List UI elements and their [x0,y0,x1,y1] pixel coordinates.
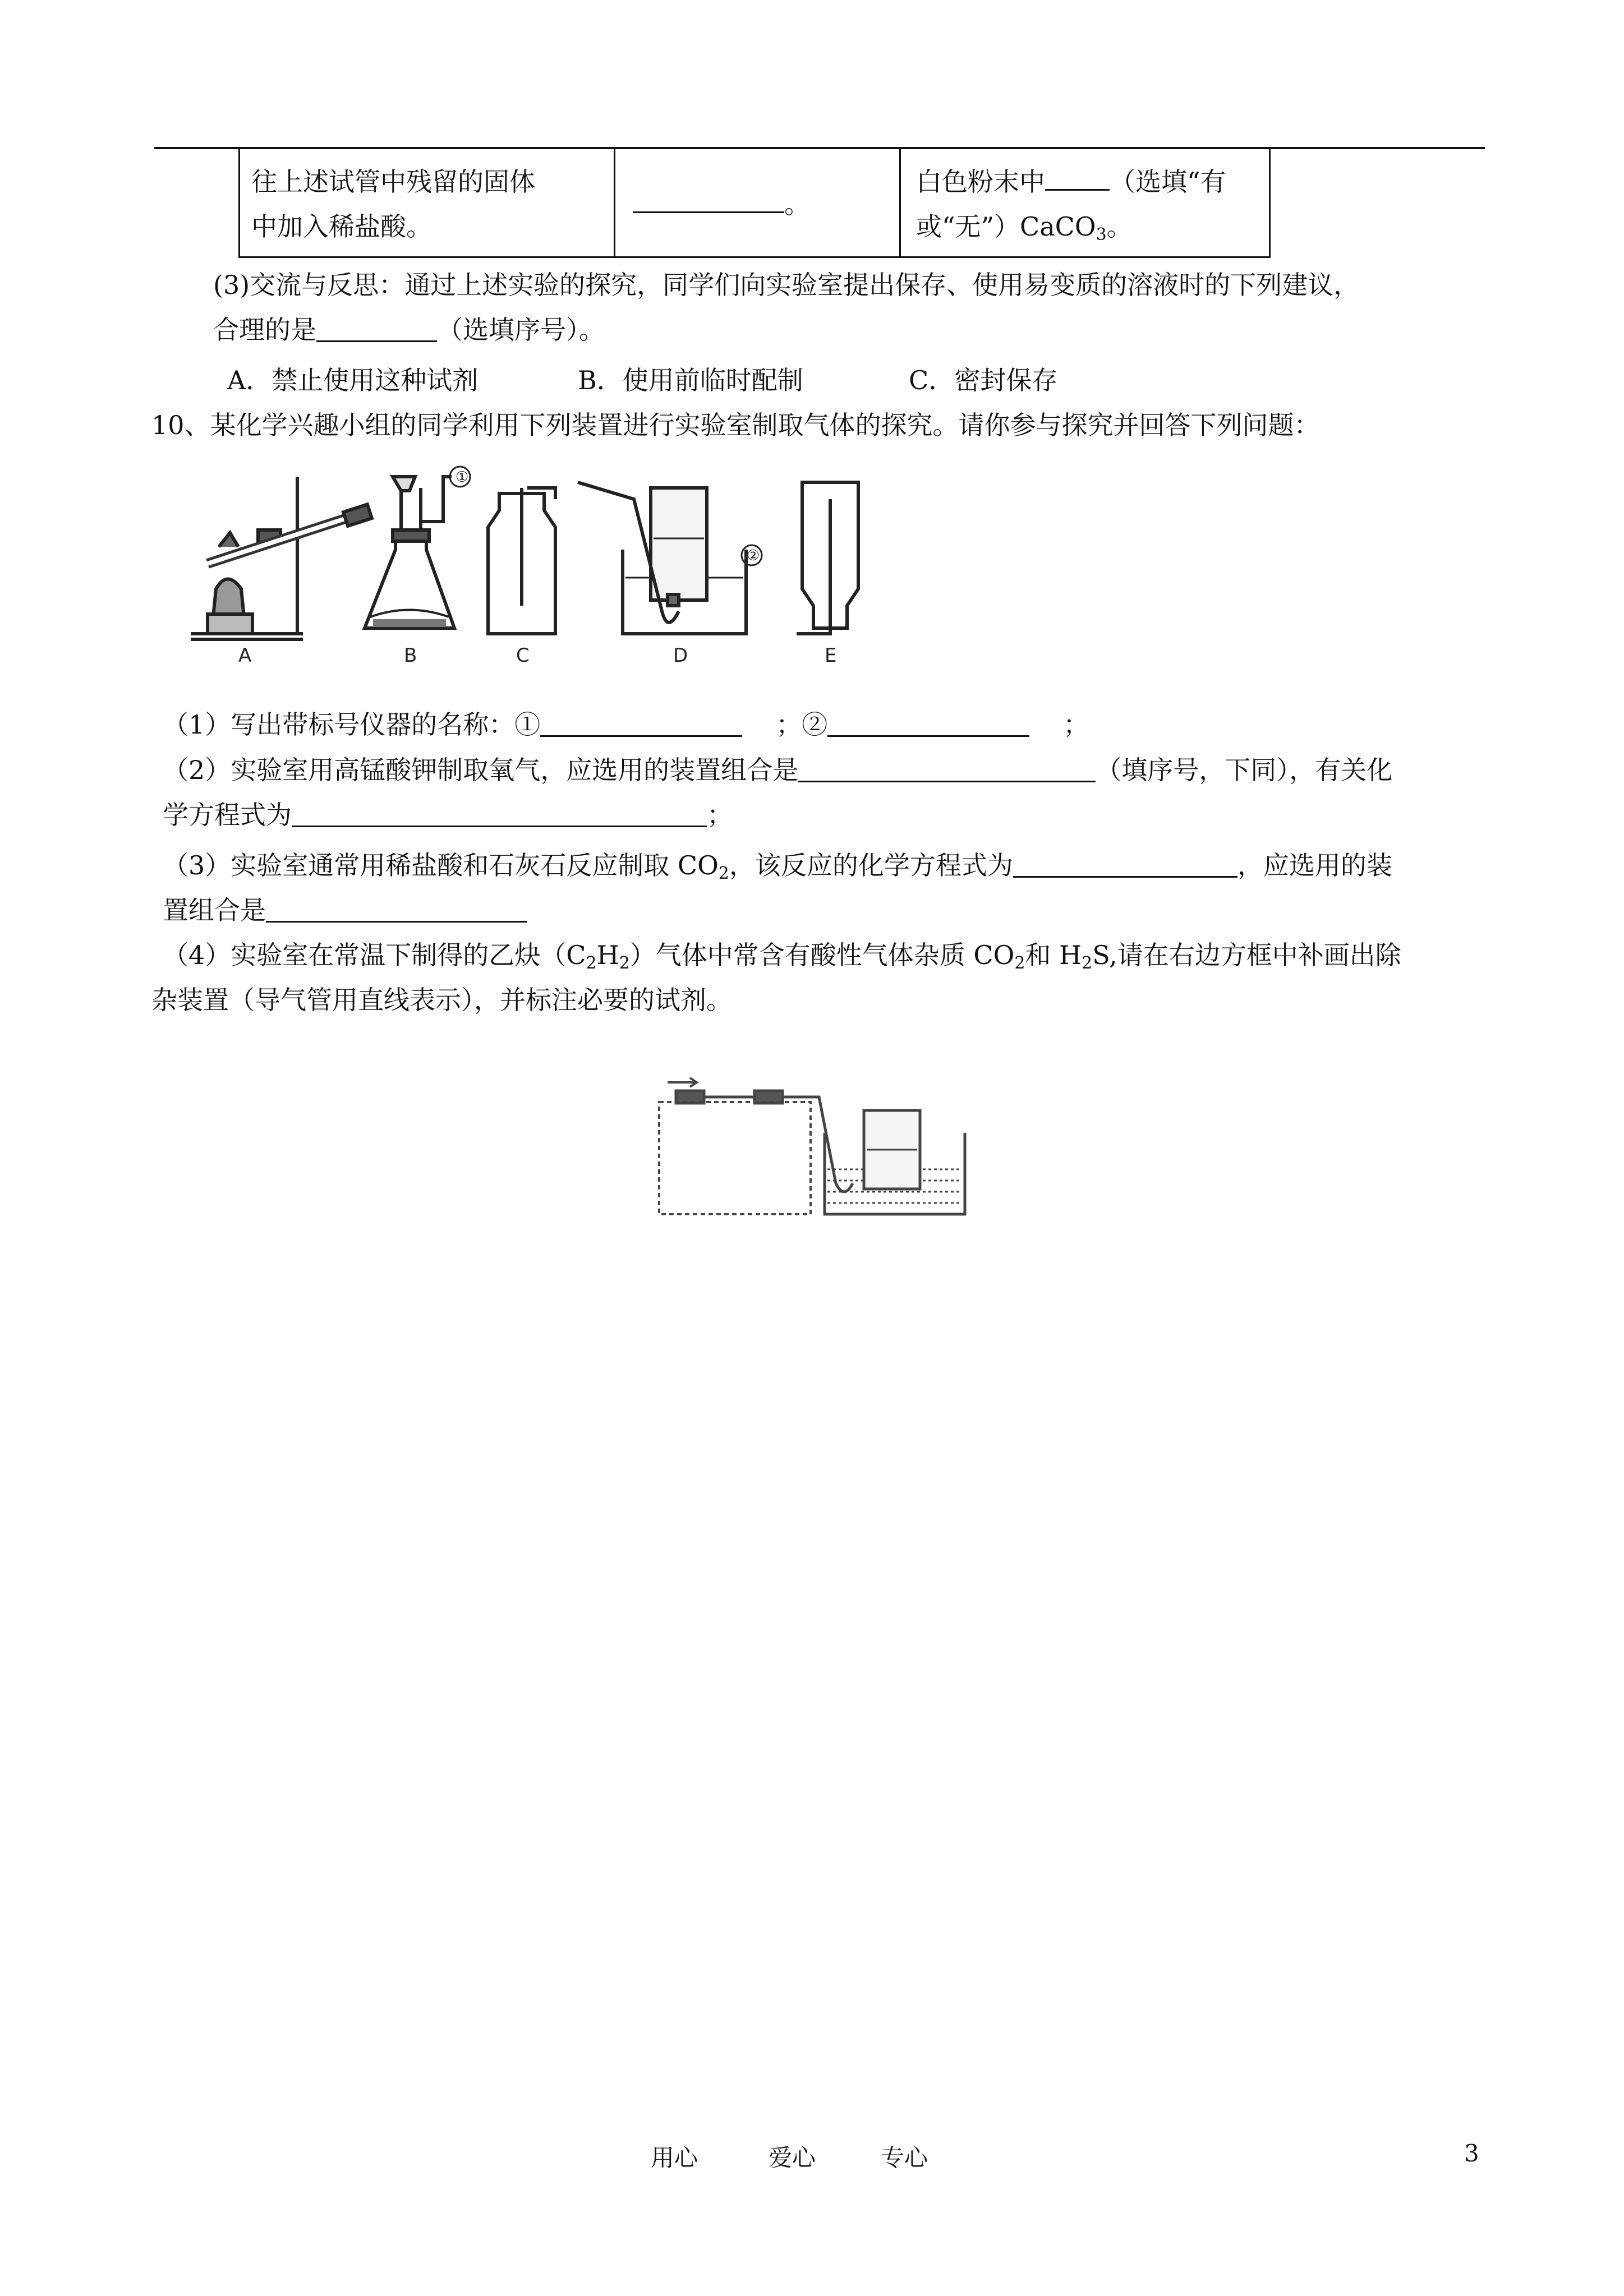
q10-part1 [163,708,1089,741]
footer-word-3: 专心 [881,2144,928,2171]
purification-figure [651,1071,976,1223]
table-column-divider [614,149,615,256]
q10-part3-line2 [163,893,527,927]
q10-part1-text: （1）写出带标号仪器的名称：① [163,709,541,740]
subscript: 2 [1014,953,1025,973]
label-e: E [825,644,837,667]
option-b: B．使用前临时配制 [578,365,803,395]
conclusion-text-a: 白色粉末中 [916,167,1045,197]
q10-part3-combo-label: 置组合是 [163,895,266,925]
conclusion-text-b: （选填“有 [1110,167,1226,197]
purification-dashed-box [659,1102,811,1214]
reflection-hint: （选填序号）。 [437,315,605,345]
reflection-line2 [213,313,605,347]
option-c: C．密封保存 [909,365,1058,395]
label-c: C [516,644,530,667]
q10-part2-line2 [163,798,733,832]
apparatus-figure [185,465,1015,679]
experiment-table-row [238,149,1271,258]
q10-part1-sep: ；② [776,709,828,740]
q10-part3-hint: ，应选用的装 [1237,850,1392,880]
q10-part4-text-b: H [596,940,619,970]
label-a: A [238,644,252,667]
q10-part1-end: ； [1063,709,1089,740]
subscript: 3 [1096,225,1107,245]
table-cell-phenomenon [633,183,810,225]
table-column-divider [899,149,901,256]
reflection-line1: (3)交流与反思：通过上述实验的探究，同学们向实验室提出保存、使用易变质的溶液时的下列建议， [213,270,1360,300]
q10-part2-equation-label: 学方程式为 [163,800,292,830]
subscript: 2 [718,864,729,883]
option-a: A．禁止使用这种试剂 [227,365,479,395]
q10-part2-line1 [163,753,1392,787]
q10-part4-text-a: （4）实验室在常温下制得的乙炔（C [163,940,586,970]
answer-blank [633,186,784,213]
marker-2-label: ② [747,547,760,564]
footer-word-2: 爱心 [769,2144,816,2171]
question-10-intro: 10、某化学兴趣小组的同学利用下列装置进行实验室制取气体的探究。请你参与探究并回答下列问题： [151,410,1320,440]
q10-part4-text-d: 和 H [1025,940,1082,970]
q10-part3-text: （3）实验室通常用稀盐酸和石灰石反应制取 CO [163,850,719,880]
subscript: 2 [619,953,630,973]
answer-blank [292,801,707,827]
q10-part4-text-c: ）气体中常含有酸性气体杂质 CO [629,940,1015,970]
q10-part3-equation-label: ，该反应的化学方程式为 [729,850,1013,880]
q10-part3-line1 [163,849,1392,882]
apparatus-e-gas-jar-inverted [797,482,858,634]
footer-word-1: 用心 [651,2144,698,2171]
answer-blank [266,896,527,923]
marker-1-label: ① [456,469,469,486]
apparatus-a-heating-tube [191,477,372,639]
q10-part2-hint: （填序号，下同），有关化 [1096,755,1393,785]
q10-part4-line1 [163,938,1401,972]
subscript: 2 [1082,953,1093,973]
answer-blank [1045,163,1110,191]
q10-part2-text: （2）实验室用高锰酸钾制取氧气，应选用的装置组合是 [163,755,799,785]
table-cell-phenomenon-suffix: 。 [784,189,810,219]
answer-blank [798,756,1096,782]
conclusion-text-c: 或“无”）CaCO [916,211,1096,242]
conclusion-text-d: 。 [1106,211,1133,242]
answer-blank [1013,851,1237,878]
answer-blank [316,316,437,342]
label-b: B [404,644,417,667]
q10-part4-line2: 杂装置（导气管用直线表示），并标注必要的试剂。 [151,985,732,1015]
q10-part2-end: ； [707,800,733,830]
table-cell-conclusion-line2 [916,205,1133,248]
table-cell-operation-line2: 中加入稀盐酸。 [251,211,432,242]
subscript: 2 [586,953,597,973]
answer-blank [540,711,742,737]
apparatus-b-conical-flask [365,477,454,628]
label-d: D [673,644,688,667]
apparatus-d-water-trough [578,482,746,634]
reflection-text: 合理的是 [213,315,316,345]
table-cell-operation-line1: 往上述试管中残留的固体 [251,167,535,197]
answer-blank [827,711,1029,737]
page-number: 3 [1464,2140,1479,2167]
q10-part4-text-e: S,请在右边方框中补画出除 [1092,940,1401,970]
apparatus-c-gas-jar [488,488,555,634]
table-cell-conclusion-line1 [916,160,1226,203]
